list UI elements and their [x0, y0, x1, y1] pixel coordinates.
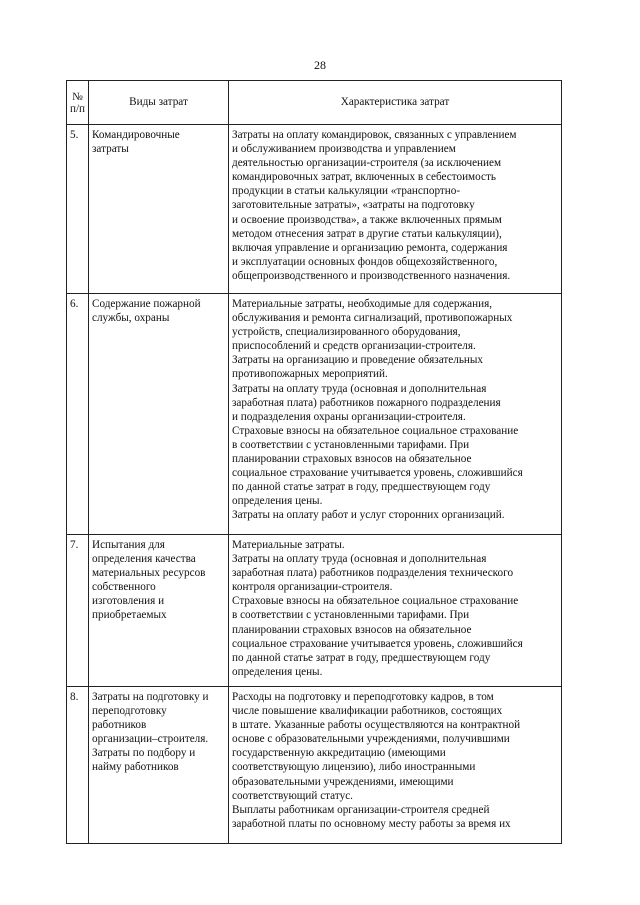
- cost-description-line: приспособлений и средств организации-строителя.: [232, 340, 476, 353]
- page-number: 28: [314, 58, 326, 72]
- row-number: 5.: [67, 125, 89, 294]
- cost-type-cell: [89, 687, 229, 844]
- cost-type-line: материальных ресурсов: [92, 567, 206, 580]
- cost-description-line: Выплаты работникам организации-строителя средней: [232, 803, 490, 816]
- cost-description-cell: [229, 535, 562, 687]
- cost-description-line: и подразделения охраны организации-строителя.: [232, 410, 466, 423]
- cost-type-cell: [89, 125, 229, 294]
- cost-description-line: числе повышение квалификации работников, состоящих: [232, 705, 503, 718]
- row-number: 8.: [67, 687, 89, 844]
- cost-description-line: Страховые взносы на обязательное социальное страхование: [232, 595, 519, 608]
- cost-description-line: в соответствии с установленными тарифами. При: [232, 609, 470, 622]
- cost-description-cell: [229, 687, 562, 844]
- cost-description-line: Материальные затраты.: [232, 539, 345, 551]
- cost-description-line: командировочных затрат, включенных в себестоимость: [232, 171, 496, 184]
- cost-description-line: основе с образовательными учреждениями, получившими: [232, 733, 510, 746]
- cost-description-line: методом отнесения затрат в другие статьи калькуляции),: [232, 227, 502, 240]
- table-row: [67, 687, 562, 844]
- cost-description-line: соответствующий статус.: [232, 789, 353, 802]
- cost-type-cell: [89, 294, 229, 535]
- cost-description-line: контроля организации-строителя.: [232, 581, 393, 594]
- cost-description-line: деятельностью организации-строителя (за исключением: [232, 157, 502, 170]
- cost-description-line: заготовительные затраты», «затраты на подготовку: [232, 199, 475, 212]
- cost-description-line: заработная плата) работников подразделения технического: [232, 567, 514, 580]
- cost-description-line: Страховые взносы на обязательное социальное страхование: [232, 424, 519, 437]
- cost-type-line: переподготовку: [92, 705, 167, 718]
- cost-description-line: соответствующую лицензию), либо иностранными: [232, 761, 476, 774]
- cost-type-line: организации–строителя.: [92, 733, 209, 746]
- cost-description-line: государственную аккредитацию (имеющими: [232, 747, 446, 760]
- cost-description-line: устройств, специализированного оборудования,: [232, 326, 461, 339]
- cost-description-line: Затраты на организацию и проведение обязательных: [232, 354, 484, 367]
- cost-type-line: собственного: [92, 581, 156, 594]
- table-row: [67, 125, 562, 294]
- cost-description-line: определения цены.: [232, 495, 323, 508]
- table-row: [67, 294, 562, 535]
- header-cost-type: Виды затрат: [89, 81, 229, 125]
- cost-description-line: в соответствии с установленными тарифами. При: [232, 438, 470, 451]
- cost-type-line: приобретаемых: [92, 609, 167, 622]
- cost-description-line: и эксплуатации основных фондов общехозяйственного,: [232, 255, 498, 268]
- cost-description-cell: [229, 294, 562, 535]
- cost-description-line: в штате. Указанные работы осуществляются на контрактной: [232, 719, 521, 732]
- cost-description-line: определения цены.: [232, 665, 323, 678]
- cost-description-line: общепроизводственного и производственного назначения.: [232, 269, 511, 282]
- cost-type-line: Командировочные: [92, 129, 180, 141]
- row-number: 7.: [67, 535, 89, 687]
- cost-description-line: планировании страховых взносов на обязательное: [232, 453, 472, 466]
- cost-type-line: Содержание пожарной: [92, 298, 201, 310]
- row-number: 6.: [67, 294, 89, 535]
- cost-description-line: Затраты на оплату труда (основная и дополнительная: [232, 553, 487, 566]
- header-cost-description: Характеристика затрат: [229, 81, 562, 125]
- cost-type-cell: [89, 535, 229, 687]
- cost-description-line: Затраты на оплату труда (основная и дополнительная: [232, 382, 487, 395]
- cost-description-line: и обслуживанием производства и управлением: [232, 143, 456, 156]
- cost-type-line: затраты: [92, 143, 129, 156]
- cost-description-line: и освоение производства», а также включенных прямым: [232, 213, 502, 226]
- cost-type-line: найму работников: [92, 761, 179, 774]
- table-header-row: [67, 81, 562, 125]
- cost-description-cell: [229, 125, 562, 294]
- header-number-abbr: п/п: [69, 102, 86, 115]
- cost-description-line: Затраты на оплату командировок, связанных с управлением: [232, 129, 517, 141]
- cost-table: [66, 80, 562, 844]
- cost-type-line: службы, охраны: [92, 312, 170, 325]
- cost-description-line: по данной статье затрат в году, предшествующем году: [232, 651, 491, 664]
- cost-description-line: Расходы на подготовку и переподготовку кадров, в том: [232, 691, 494, 703]
- cost-type-line: Затраты по подбору и: [92, 747, 196, 760]
- cost-description-line: продукции в статьи калькуляции «транспортно-: [232, 185, 461, 198]
- cost-description-line: социальное страхование учитывается уровень, сложившийся: [232, 637, 523, 650]
- header-number-symbol: №: [72, 90, 83, 103]
- cost-description-line: социальное страхование учитывается уровень, сложившийся: [232, 467, 523, 480]
- cost-description-line: Материальные затраты, необходимые для содержания,: [232, 298, 493, 310]
- cost-description-line: планировании страховых взносов на обязательное: [232, 623, 472, 636]
- cost-type-line: Затраты на подготовку и: [92, 691, 209, 703]
- cost-description-line: включая управление и организацию ремонта, содержания: [232, 241, 508, 254]
- cost-description-line: противопожарных мероприятий.: [232, 368, 388, 381]
- cost-description-line: образовательными учреждениями, имеющими: [232, 775, 454, 788]
- cost-description-line: по данной статье затрат в году, предшествующем году: [232, 481, 491, 494]
- header-number: [67, 81, 89, 125]
- cost-type-line: Испытания для: [92, 539, 165, 551]
- cost-description-line: Затраты на оплату работ и услуг сторонних организаций.: [232, 509, 505, 522]
- cost-description-line: заработная плата) работников пожарного подразделения: [232, 396, 501, 409]
- cost-type-line: определения качества: [92, 553, 196, 566]
- cost-description-line: заработной платы по основному месту работы за время их: [232, 817, 511, 830]
- table-row: [67, 535, 562, 687]
- cost-type-line: работников: [92, 719, 147, 732]
- cost-description-line: обслуживания и ремонта сигнализаций, противопожарных: [232, 312, 513, 325]
- cost-type-line: изготовления и: [92, 595, 165, 608]
